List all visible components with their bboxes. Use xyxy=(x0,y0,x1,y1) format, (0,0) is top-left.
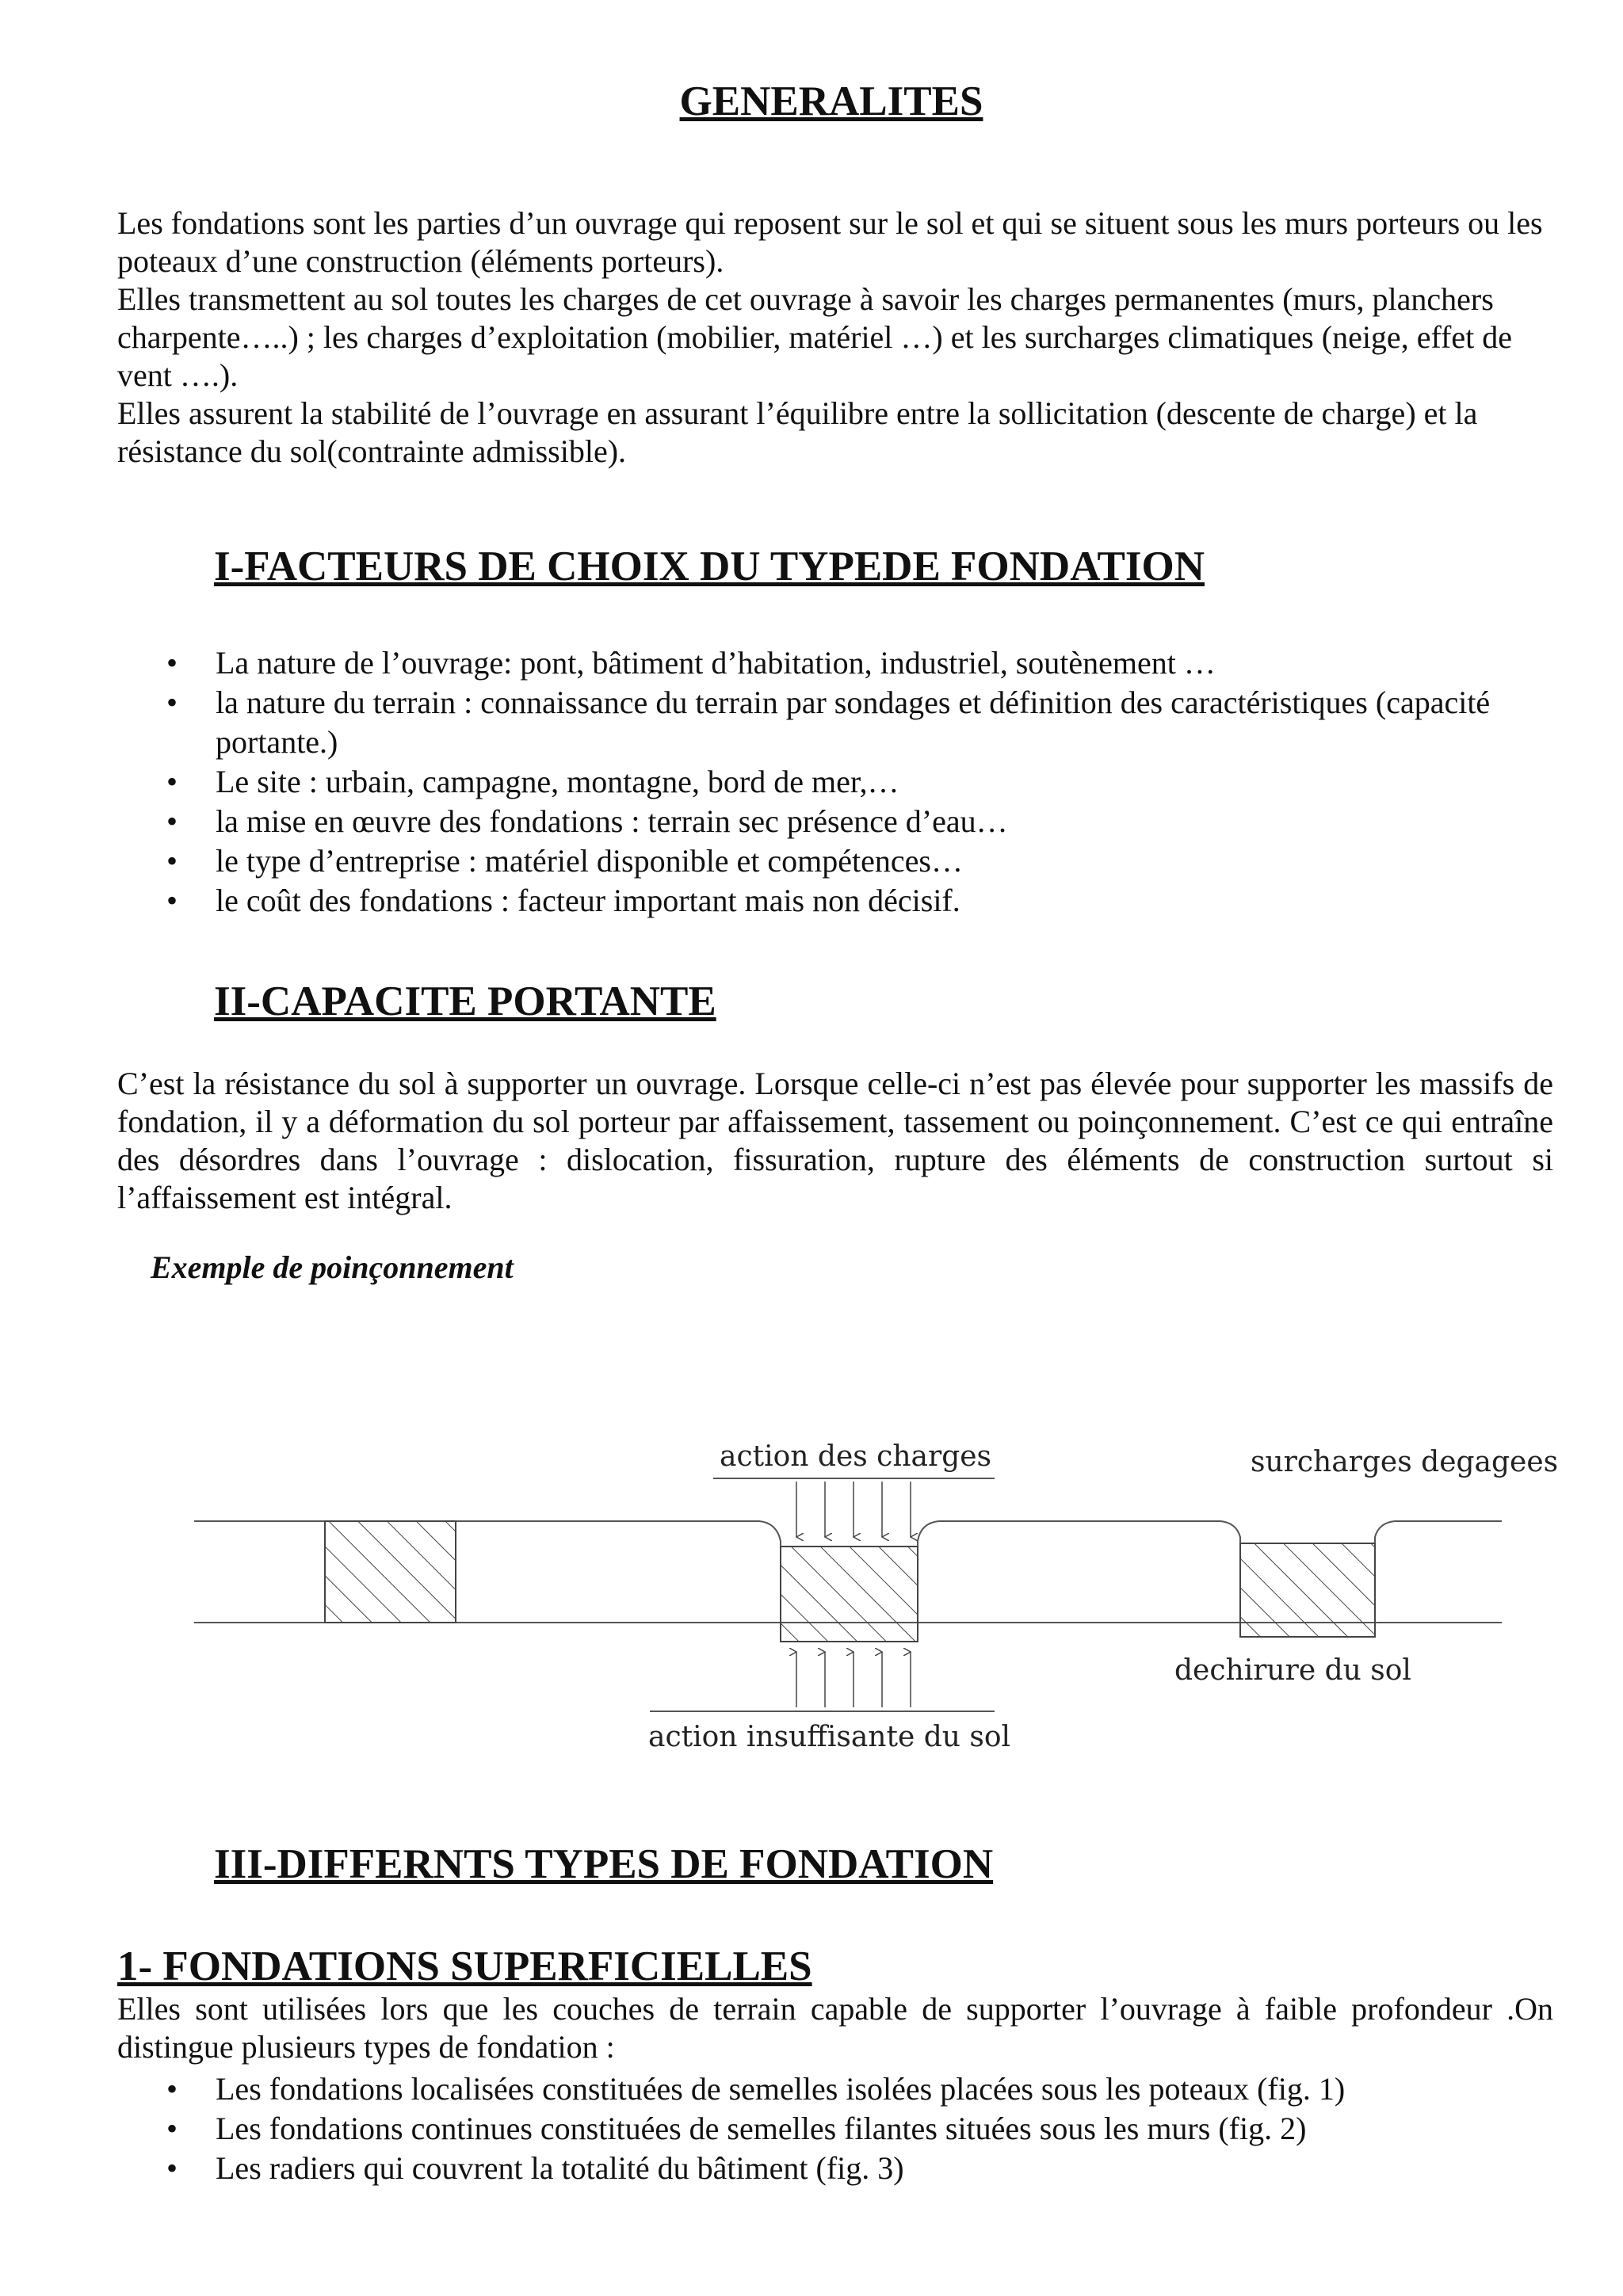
section-2-text: C’est la résistance du sol à supporter un ouvrage. Lorsque celle-ci n’est pas élevée pour supporter les massifs de fondation, il y a déformation du sol porteur par affaissement, tassement ou poinçonnement. C’est ce qui entraîne des désordres dans l’ouvrage : dislocation, fissuration, rupture des éléments de construction surtout si l’affaissement est intégral. xyxy=(117,1066,1553,1215)
load-arrows xyxy=(796,1482,911,1537)
list-item: • La nature de l’ouvrage: pont, bâtiment d’habitation, industriel, soutènement … xyxy=(166,643,1561,683)
list-item: • Les fondations localisées constituées de semelles isolées placées sous les poteaux (fig. 1) xyxy=(166,2069,1561,2109)
section-4-heading: 1- FONDATIONS SUPERFICIELLES xyxy=(117,1943,812,1989)
list-item: • la nature du terrain : connaissance du terrain par sondages et définition des caractéristiques (capacité portante.) xyxy=(166,683,1561,762)
footing-middle xyxy=(781,1547,918,1642)
footing-right xyxy=(1240,1543,1375,1637)
intro-paragraphs xyxy=(117,204,1553,471)
list-item: • le type d’entreprise : matériel disponible et compétences… xyxy=(166,841,1561,881)
figure-caption: Exemple de poinçonnement xyxy=(151,1249,514,1285)
page-title: GENERALITES xyxy=(679,78,983,124)
label-surcharges-degagees: surcharges degagees xyxy=(1251,1446,1559,1478)
section-3-heading: III-DIFFERNTS TYPES DE FONDATION xyxy=(214,1841,994,1887)
section-2-heading: II-CAPACITE PORTANTE xyxy=(214,978,716,1024)
list-item: • Les fondations continues constituées de semelles filantes situées sous les murs (fig. 2) xyxy=(166,2109,1561,2149)
section-1-list xyxy=(166,643,1561,921)
punching-diagram xyxy=(0,1426,1623,1759)
intro-paragraph-2: Elles transmettent au sol toutes les charges de cet ouvrage à savoir les charges permanentes (murs, planchers charpente…..) ; les charges d’exploitation (mobilier, matériel …) et les surcharges climatiques (neige, effet de vent ….). xyxy=(117,281,1512,393)
section-4-text: Elles sont utilisées lors que les couches de terrain capable de supporter l’ouvrage à faible profondeur .On distingue plusieurs types de fondation : xyxy=(117,1991,1553,2065)
section-4-list xyxy=(166,2069,1561,2188)
label-action-insuffisante-du-sol: action insuffisante du sol xyxy=(648,1721,1011,1753)
list-item: • Les radiers qui couvrent la totalité du bâtiment (fig. 3) xyxy=(166,2149,1561,2188)
intro-paragraph-3: Elles assurent la stabilité de l’ouvrage en assurant l’équilibre entre la sollicitation (descente de charge) et la résistance du sol(contrainte admissible). xyxy=(117,395,1478,469)
label-action-des-charges: action des charges xyxy=(720,1440,992,1473)
list-item: • la mise en œuvre des fondations : terrain sec présence d’eau… xyxy=(166,802,1561,841)
list-item: • le coût des fondations : facteur important mais non décisif. xyxy=(166,881,1561,921)
intro-paragraph-1: Les fondations sont les parties d’un ouvrage qui reposent sur le sol et qui se situent sous les murs porteurs ou les poteaux d’une construction (éléments porteurs). xyxy=(117,205,1543,279)
footing-left xyxy=(325,1521,456,1623)
section-1-heading: I-FACTEURS DE CHOIX DU TYPEDE FONDATION xyxy=(214,543,1205,589)
label-dechirure-du-sol: dechirure du sol xyxy=(1174,1654,1411,1687)
reaction-arrows xyxy=(796,1652,911,1707)
list-item: • Le site : urbain, campagne, montagne, bord de mer,… xyxy=(166,762,1561,802)
